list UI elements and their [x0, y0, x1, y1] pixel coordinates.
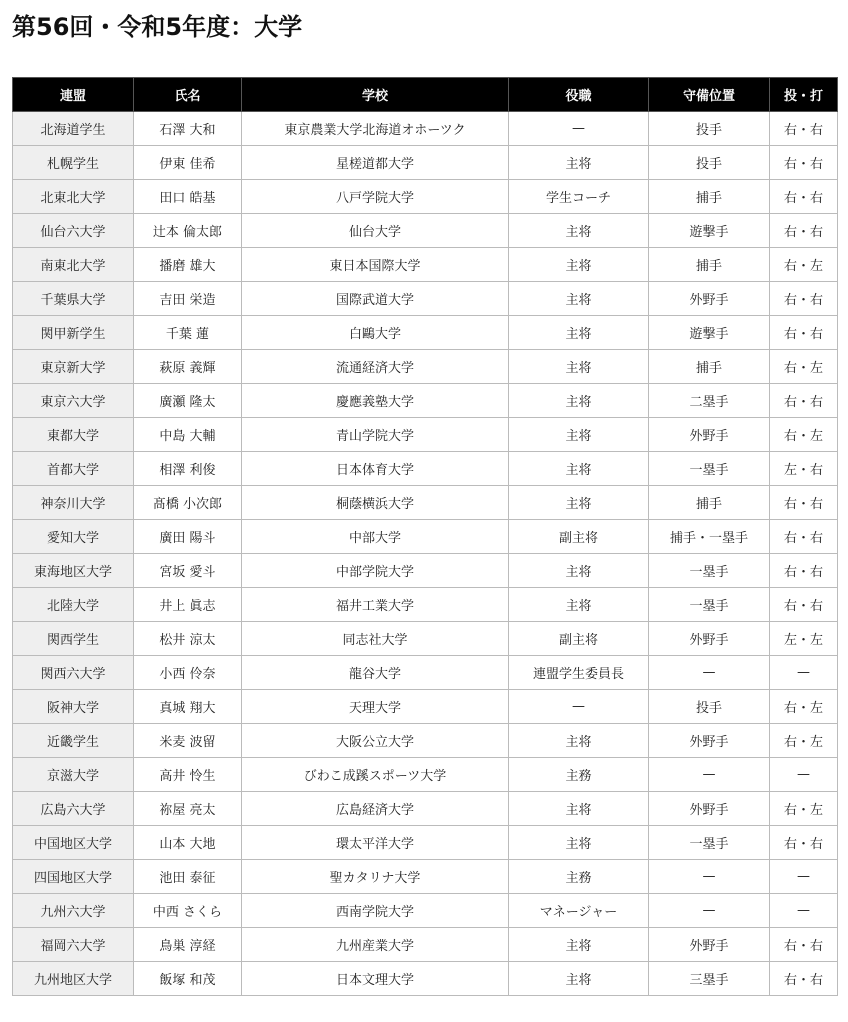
position-cell: 外野手 [649, 724, 770, 758]
league-cell: 神奈川大学 [13, 486, 134, 520]
role-cell: 主将 [509, 282, 649, 316]
player-name-cell: 千葉 蓮 [134, 316, 242, 350]
role-cell: 主将 [509, 826, 649, 860]
school-cell: 西南学院大学 [242, 894, 509, 928]
school-cell: 白鷗大学 [242, 316, 509, 350]
roster-table [12, 77, 838, 996]
table-row [13, 894, 838, 928]
league-cell: 関西六大学 [13, 656, 134, 690]
throw-bat-cell: 右・右 [770, 180, 838, 214]
league-cell: 中国地区大学 [13, 826, 134, 860]
role-cell: — [509, 112, 649, 146]
position-cell: 三塁手 [649, 962, 770, 996]
table-row [13, 316, 838, 350]
role-cell: 主将 [509, 350, 649, 384]
league-cell: 千葉県大学 [13, 282, 134, 316]
school-cell: 慶應義塾大学 [242, 384, 509, 418]
position-cell: — [649, 656, 770, 690]
position-cell: 投手 [649, 690, 770, 724]
table-row [13, 452, 838, 486]
league-cell: 九州地区大学 [13, 962, 134, 996]
league-cell: 東京新大学 [13, 350, 134, 384]
league-cell: 愛知大学 [13, 520, 134, 554]
school-cell: 東日本国際大学 [242, 248, 509, 282]
school-cell: 中部大学 [242, 520, 509, 554]
role-cell: — [509, 690, 649, 724]
role-cell: 主将 [509, 486, 649, 520]
player-name-cell: 山本 大地 [134, 826, 242, 860]
role-cell: 副主将 [509, 622, 649, 656]
league-cell: 札幌学生 [13, 146, 134, 180]
position-cell: 捕手 [649, 486, 770, 520]
table-row [13, 180, 838, 214]
school-cell: 八戸学院大学 [242, 180, 509, 214]
table-row [13, 384, 838, 418]
role-cell: 主将 [509, 248, 649, 282]
school-cell: 日本体育大学 [242, 452, 509, 486]
player-name-cell: 伊東 佳希 [134, 146, 242, 180]
player-name-cell: 中島 大輔 [134, 418, 242, 452]
position-cell: 投手 [649, 146, 770, 180]
league-cell: 広島六大学 [13, 792, 134, 826]
player-name-cell: 池田 泰征 [134, 860, 242, 894]
position-cell: 投手 [649, 112, 770, 146]
role-cell: 副主将 [509, 520, 649, 554]
role-cell: 主務 [509, 758, 649, 792]
throw-bat-cell: 右・右 [770, 554, 838, 588]
throw-bat-cell: 右・左 [770, 248, 838, 282]
player-name-cell: 田口 皓基 [134, 180, 242, 214]
roster-table-body [13, 112, 838, 996]
player-name-cell: 石澤 大和 [134, 112, 242, 146]
role-cell: マネージャー [509, 894, 649, 928]
league-cell: 首都大学 [13, 452, 134, 486]
roster-table-header [13, 78, 838, 112]
school-cell: 中部学院大学 [242, 554, 509, 588]
school-cell: 大阪公立大学 [242, 724, 509, 758]
table-row [13, 112, 838, 146]
throw-bat-cell: 左・右 [770, 452, 838, 486]
throw-bat-cell: 右・左 [770, 792, 838, 826]
table-row [13, 520, 838, 554]
table-row [13, 214, 838, 248]
position-cell: 一塁手 [649, 452, 770, 486]
league-cell: 近畿学生 [13, 724, 134, 758]
school-cell: 青山学院大学 [242, 418, 509, 452]
player-name-cell: 吉田 栄造 [134, 282, 242, 316]
player-name-cell: 真城 翔大 [134, 690, 242, 724]
league-cell: 南東北大学 [13, 248, 134, 282]
header-league: 連盟 [13, 78, 134, 112]
school-cell: 桐蔭横浜大学 [242, 486, 509, 520]
league-cell: 北海道学生 [13, 112, 134, 146]
player-name-cell: 廣田 陽斗 [134, 520, 242, 554]
throw-bat-cell: 右・左 [770, 690, 838, 724]
position-cell: 二塁手 [649, 384, 770, 418]
header-throw-bat: 投・打 [770, 78, 838, 112]
player-name-cell: 萩原 義輝 [134, 350, 242, 384]
throw-bat-cell: 右・右 [770, 316, 838, 350]
role-cell: 主将 [509, 384, 649, 418]
school-cell: 国際武道大学 [242, 282, 509, 316]
throw-bat-cell: 右・右 [770, 384, 838, 418]
throw-bat-cell: 右・右 [770, 486, 838, 520]
role-cell: 主将 [509, 928, 649, 962]
position-cell: 一塁手 [649, 588, 770, 622]
table-row [13, 622, 838, 656]
throw-bat-cell: 右・右 [770, 928, 838, 962]
throw-bat-cell: 右・右 [770, 214, 838, 248]
role-cell: 主将 [509, 724, 649, 758]
table-row [13, 758, 838, 792]
league-cell: 北東北大学 [13, 180, 134, 214]
player-name-cell: 祢屋 亮太 [134, 792, 242, 826]
school-cell: 仙台大学 [242, 214, 509, 248]
table-row [13, 146, 838, 180]
throw-bat-cell: 右・左 [770, 418, 838, 452]
player-name-cell: 高井 怜生 [134, 758, 242, 792]
position-cell: 一塁手 [649, 826, 770, 860]
player-name-cell: 廣瀬 隆太 [134, 384, 242, 418]
league-cell: 福岡六大学 [13, 928, 134, 962]
throw-bat-cell: 右・右 [770, 826, 838, 860]
role-cell: 主将 [509, 588, 649, 622]
throw-bat-cell: 右・右 [770, 112, 838, 146]
role-cell: 主将 [509, 418, 649, 452]
position-cell: 捕手 [649, 248, 770, 282]
header-name: 氏名 [134, 78, 242, 112]
position-cell: 外野手 [649, 928, 770, 962]
school-cell: 環太平洋大学 [242, 826, 509, 860]
position-cell: 外野手 [649, 418, 770, 452]
player-name-cell: 鳥巣 淳経 [134, 928, 242, 962]
league-cell: 京滋大学 [13, 758, 134, 792]
player-name-cell: 髙橋 小次郎 [134, 486, 242, 520]
player-name-cell: 中西 さくら [134, 894, 242, 928]
player-name-cell: 小西 伶奈 [134, 656, 242, 690]
school-cell: 東京農業大学北海道オホーツク [242, 112, 509, 146]
player-name-cell: 相澤 利俊 [134, 452, 242, 486]
table-row [13, 248, 838, 282]
header-position: 守備位置 [649, 78, 770, 112]
player-name-cell: 米麦 波留 [134, 724, 242, 758]
table-row [13, 554, 838, 588]
throw-bat-cell: 右・左 [770, 724, 838, 758]
table-row [13, 486, 838, 520]
school-cell: 聖カタリナ大学 [242, 860, 509, 894]
position-cell: — [649, 894, 770, 928]
position-cell: — [649, 758, 770, 792]
school-cell: 広島経済大学 [242, 792, 509, 826]
throw-bat-cell: 右・右 [770, 146, 838, 180]
league-cell: 関甲新学生 [13, 316, 134, 350]
throw-bat-cell: 右・右 [770, 962, 838, 996]
school-cell: 同志社大学 [242, 622, 509, 656]
school-cell: 福井工業大学 [242, 588, 509, 622]
throw-bat-cell: — [770, 758, 838, 792]
position-cell: 外野手 [649, 622, 770, 656]
role-cell: 主将 [509, 316, 649, 350]
throw-bat-cell: 右・右 [770, 520, 838, 554]
table-row [13, 350, 838, 384]
table-row [13, 418, 838, 452]
league-cell: 東海地区大学 [13, 554, 134, 588]
table-row [13, 928, 838, 962]
table-row [13, 792, 838, 826]
school-cell: 星槎道都大学 [242, 146, 509, 180]
header-row [13, 78, 838, 112]
school-cell: 天理大学 [242, 690, 509, 724]
position-cell: 外野手 [649, 282, 770, 316]
role-cell: 主将 [509, 554, 649, 588]
player-name-cell: 辻本 倫太郎 [134, 214, 242, 248]
header-school: 学校 [242, 78, 509, 112]
school-cell: びわこ成蹊スポーツ大学 [242, 758, 509, 792]
table-row [13, 860, 838, 894]
league-cell: 東京六大学 [13, 384, 134, 418]
school-cell: 流通経済大学 [242, 350, 509, 384]
player-name-cell: 松井 涼太 [134, 622, 242, 656]
table-row [13, 690, 838, 724]
role-cell: 主将 [509, 214, 649, 248]
role-cell: 主将 [509, 146, 649, 180]
throw-bat-cell: — [770, 860, 838, 894]
player-name-cell: 井上 眞志 [134, 588, 242, 622]
position-cell: 遊撃手 [649, 316, 770, 350]
player-name-cell: 飯塚 和茂 [134, 962, 242, 996]
role-cell: 連盟学生委員長 [509, 656, 649, 690]
position-cell: 捕手・一塁手 [649, 520, 770, 554]
league-cell: 仙台六大学 [13, 214, 134, 248]
position-cell: 捕手 [649, 350, 770, 384]
throw-bat-cell: 右・右 [770, 282, 838, 316]
throw-bat-cell: 左・左 [770, 622, 838, 656]
throw-bat-cell: — [770, 894, 838, 928]
page-title: 第56回・令和5年度：大学 [12, 13, 303, 41]
league-cell: 四国地区大学 [13, 860, 134, 894]
table-row [13, 724, 838, 758]
table-row [13, 962, 838, 996]
table-row [13, 588, 838, 622]
league-cell: 北陸大学 [13, 588, 134, 622]
role-cell: 主将 [509, 962, 649, 996]
role-cell: 主将 [509, 792, 649, 826]
league-cell: 東都大学 [13, 418, 134, 452]
throw-bat-cell: 右・左 [770, 350, 838, 384]
position-cell: — [649, 860, 770, 894]
table-row [13, 826, 838, 860]
position-cell: 捕手 [649, 180, 770, 214]
position-cell: 遊撃手 [649, 214, 770, 248]
table-row [13, 282, 838, 316]
position-cell: 外野手 [649, 792, 770, 826]
header-role: 役職 [509, 78, 649, 112]
role-cell: 主将 [509, 452, 649, 486]
throw-bat-cell: 右・右 [770, 588, 838, 622]
school-cell: 龍谷大学 [242, 656, 509, 690]
league-cell: 阪神大学 [13, 690, 134, 724]
role-cell: 学生コーチ [509, 180, 649, 214]
role-cell: 主務 [509, 860, 649, 894]
player-name-cell: 宮坂 愛斗 [134, 554, 242, 588]
league-cell: 九州六大学 [13, 894, 134, 928]
table-row [13, 656, 838, 690]
league-cell: 関西学生 [13, 622, 134, 656]
position-cell: 一塁手 [649, 554, 770, 588]
school-cell: 日本文理大学 [242, 962, 509, 996]
school-cell: 九州産業大学 [242, 928, 509, 962]
player-name-cell: 播磨 雄大 [134, 248, 242, 282]
throw-bat-cell: — [770, 656, 838, 690]
